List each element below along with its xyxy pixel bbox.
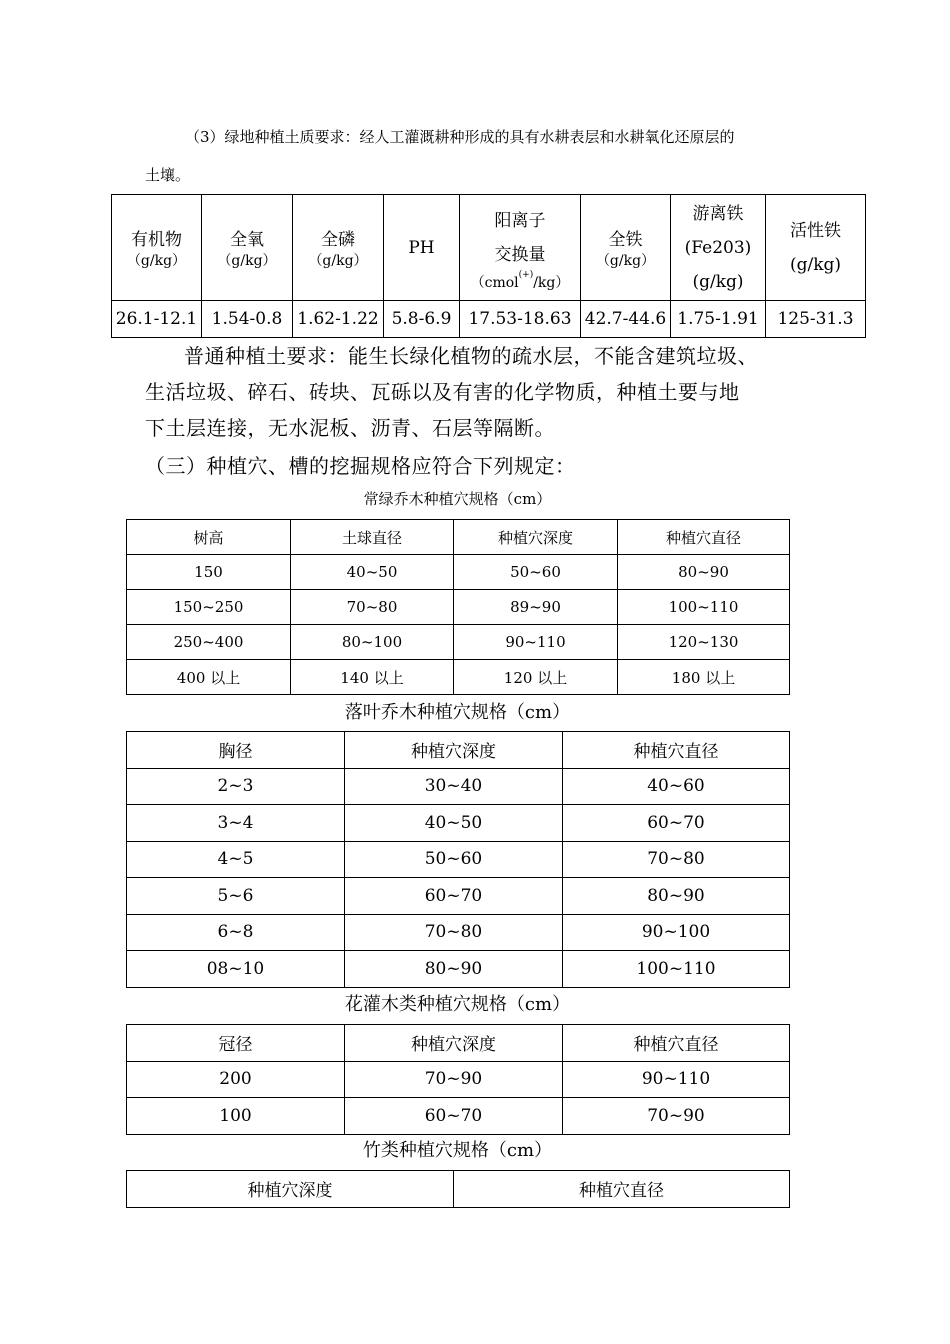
header-name: 全氧 xyxy=(230,230,264,250)
soil-cell: 1.62-1.22 xyxy=(293,301,384,338)
table-cell: 2~3 xyxy=(127,768,345,805)
table-row xyxy=(127,660,790,695)
table-cell: 50~60 xyxy=(454,555,618,590)
table-cell: 80~90 xyxy=(618,555,790,590)
table-cell: 70~80 xyxy=(291,590,454,625)
evergreen-table xyxy=(126,519,790,695)
table-cell: 100 xyxy=(127,1098,345,1135)
shrub-table xyxy=(126,1024,790,1135)
table-cell: 60~70 xyxy=(345,1098,563,1135)
deciduous-caption: 落叶乔木种植穴规格（cm） xyxy=(344,702,571,723)
table-row xyxy=(127,878,790,915)
paragraph-line-2: 生活垃圾、碎石、砖块、瓦砾以及有害的化学物质，种植土要与地 xyxy=(145,380,740,404)
soil-cell: 1.54-0.8 xyxy=(202,301,293,338)
soil-header-organic xyxy=(112,195,202,301)
header-cell: 种植穴深度 xyxy=(454,520,618,555)
table-cell: 150 xyxy=(127,555,291,590)
soil-cell: 42.7-44.6 xyxy=(581,301,671,338)
table-cell: 70~80 xyxy=(345,914,563,951)
soil-quality-table xyxy=(111,194,866,338)
table-header-row xyxy=(127,732,790,769)
header-cell: 种植穴直径 xyxy=(563,732,790,769)
table-cell: 40~50 xyxy=(345,805,563,842)
table-cell: 40~50 xyxy=(291,555,454,590)
table-cell: 5~6 xyxy=(127,878,345,915)
table-cell: 08~10 xyxy=(127,951,345,988)
header-cell: 胸径 xyxy=(127,732,345,769)
soil-header-total-phosphorus xyxy=(293,195,384,301)
header-name-2: (Fe203) xyxy=(684,237,752,258)
table-cell: 80~90 xyxy=(563,878,790,915)
shrub-caption: 花灌木类种植穴规格（cm） xyxy=(344,994,571,1015)
header-name: 有机物 xyxy=(131,230,182,250)
table-cell: 3~4 xyxy=(127,805,345,842)
header-cell: 种植穴直径 xyxy=(618,520,790,555)
header-cell: 树高 xyxy=(127,520,291,555)
table-cell: 30~40 xyxy=(345,768,563,805)
table-header-row xyxy=(127,1025,790,1062)
header-unit: （g/kg） xyxy=(126,253,187,269)
table-cell: 100~110 xyxy=(618,590,790,625)
table-cell: 90~100 xyxy=(563,914,790,951)
intro-line-1: （3）绿地种植土质要求：经人工灌溉耕种形成的具有水耕表层和水耕氧化还原层的 xyxy=(185,128,735,146)
soil-cell: 17.53-18.63 xyxy=(460,301,581,338)
header-name: 全铁 xyxy=(608,230,643,250)
header-name-2: 交换量 xyxy=(494,244,546,265)
table-row xyxy=(127,555,790,590)
table-cell: 70~80 xyxy=(563,841,790,878)
intro-line-2: 土壤。 xyxy=(145,166,191,184)
table-cell: 80~100 xyxy=(291,625,454,660)
header-unit: （g/kg） xyxy=(308,253,368,269)
header-cell: 种植穴深度 xyxy=(345,732,563,769)
soil-header-free-iron xyxy=(671,195,766,301)
table-cell: 70~90 xyxy=(345,1061,563,1098)
unit-superscript: (+) xyxy=(518,269,534,280)
soil-cell: 1.75-1.91 xyxy=(671,301,766,338)
soil-cell: 26.1-12.1 xyxy=(112,301,202,338)
table-cell: 400 以上 xyxy=(127,660,291,695)
table-row xyxy=(127,841,790,878)
bamboo-caption: 竹类种植穴规格（cm） xyxy=(362,1140,553,1161)
table-row xyxy=(127,1061,790,1098)
table-cell: 180 以上 xyxy=(618,660,790,695)
soil-header-total-iron xyxy=(581,195,671,301)
header-name: 游离铁 xyxy=(692,203,744,224)
table-cell: 140 以上 xyxy=(291,660,454,695)
table-cell: 100~110 xyxy=(563,951,790,988)
soil-header-active-iron xyxy=(766,195,866,301)
table-header-row xyxy=(127,520,790,555)
unit-suffix: /kg） xyxy=(533,274,570,291)
table-cell: 90~110 xyxy=(563,1061,790,1098)
table-cell: 40~60 xyxy=(563,768,790,805)
table-cell: 120~130 xyxy=(618,625,790,660)
header-cell: 种植穴直径 xyxy=(563,1025,790,1062)
table-cell: 70~90 xyxy=(563,1098,790,1135)
header-unit: （g/kg） xyxy=(217,253,277,269)
header-cell: 土球直径 xyxy=(291,520,454,555)
header-unit: (g/kg) xyxy=(692,271,744,292)
header-unit: （g/kg） xyxy=(595,253,656,269)
unit-prefix: （cmol xyxy=(470,274,519,291)
paragraph-line-3: 下土层连接，无水泥板、沥青、石层等隔断。 xyxy=(145,416,555,440)
table-cell: 60~70 xyxy=(345,878,563,915)
table-row xyxy=(127,590,790,625)
table-row xyxy=(127,625,790,660)
soil-cell: 5.8-6.9 xyxy=(384,301,460,338)
header-name: PH xyxy=(408,237,435,258)
header-cell: 种植穴深度 xyxy=(127,1171,454,1208)
soil-header-row xyxy=(112,195,866,301)
evergreen-caption: 常绿乔木种植穴规格（cm） xyxy=(363,490,552,508)
table-row xyxy=(127,914,790,951)
header-name: 阳离子 xyxy=(494,210,546,231)
soil-header-ph xyxy=(384,195,460,301)
table-cell: 80~90 xyxy=(345,951,563,988)
header-cell: 冠径 xyxy=(127,1025,345,1062)
table-row xyxy=(127,1098,790,1135)
header-unit: (g/kg) xyxy=(789,254,842,275)
soil-header-cation-exchange xyxy=(460,195,581,301)
deciduous-table xyxy=(126,731,790,988)
soil-value-row xyxy=(112,301,866,338)
table-cell: 120 以上 xyxy=(454,660,618,695)
table-cell: 50~60 xyxy=(345,841,563,878)
table-cell: 4~5 xyxy=(127,841,345,878)
section-heading: （三）种植穴、槽的挖掘规格应符合下列规定： xyxy=(145,454,576,478)
table-row xyxy=(127,768,790,805)
header-cell: 种植穴直径 xyxy=(454,1171,790,1208)
table-row xyxy=(127,805,790,842)
header-cell: 种植穴深度 xyxy=(345,1025,563,1062)
table-header-row xyxy=(127,1171,790,1208)
table-cell: 60~70 xyxy=(563,805,790,842)
table-cell: 150~250 xyxy=(127,590,291,625)
table-row xyxy=(127,951,790,988)
table-cell: 250~400 xyxy=(127,625,291,660)
bamboo-table xyxy=(126,1170,790,1208)
paragraph-line-1: 普通种植土要求：能生长绿化植物的疏水层，不能含建筑垃圾、 xyxy=(184,344,758,368)
table-cell: 90~110 xyxy=(454,625,618,660)
header-unit xyxy=(460,269,580,292)
header-name: 全磷 xyxy=(321,230,355,250)
soil-cell: 125-31.3 xyxy=(766,301,866,338)
table-cell: 89~90 xyxy=(454,590,618,625)
header-name: 活性铁 xyxy=(790,220,841,241)
table-cell: 6~8 xyxy=(127,914,345,951)
table-cell: 200 xyxy=(127,1061,345,1098)
soil-header-total-oxygen xyxy=(202,195,293,301)
